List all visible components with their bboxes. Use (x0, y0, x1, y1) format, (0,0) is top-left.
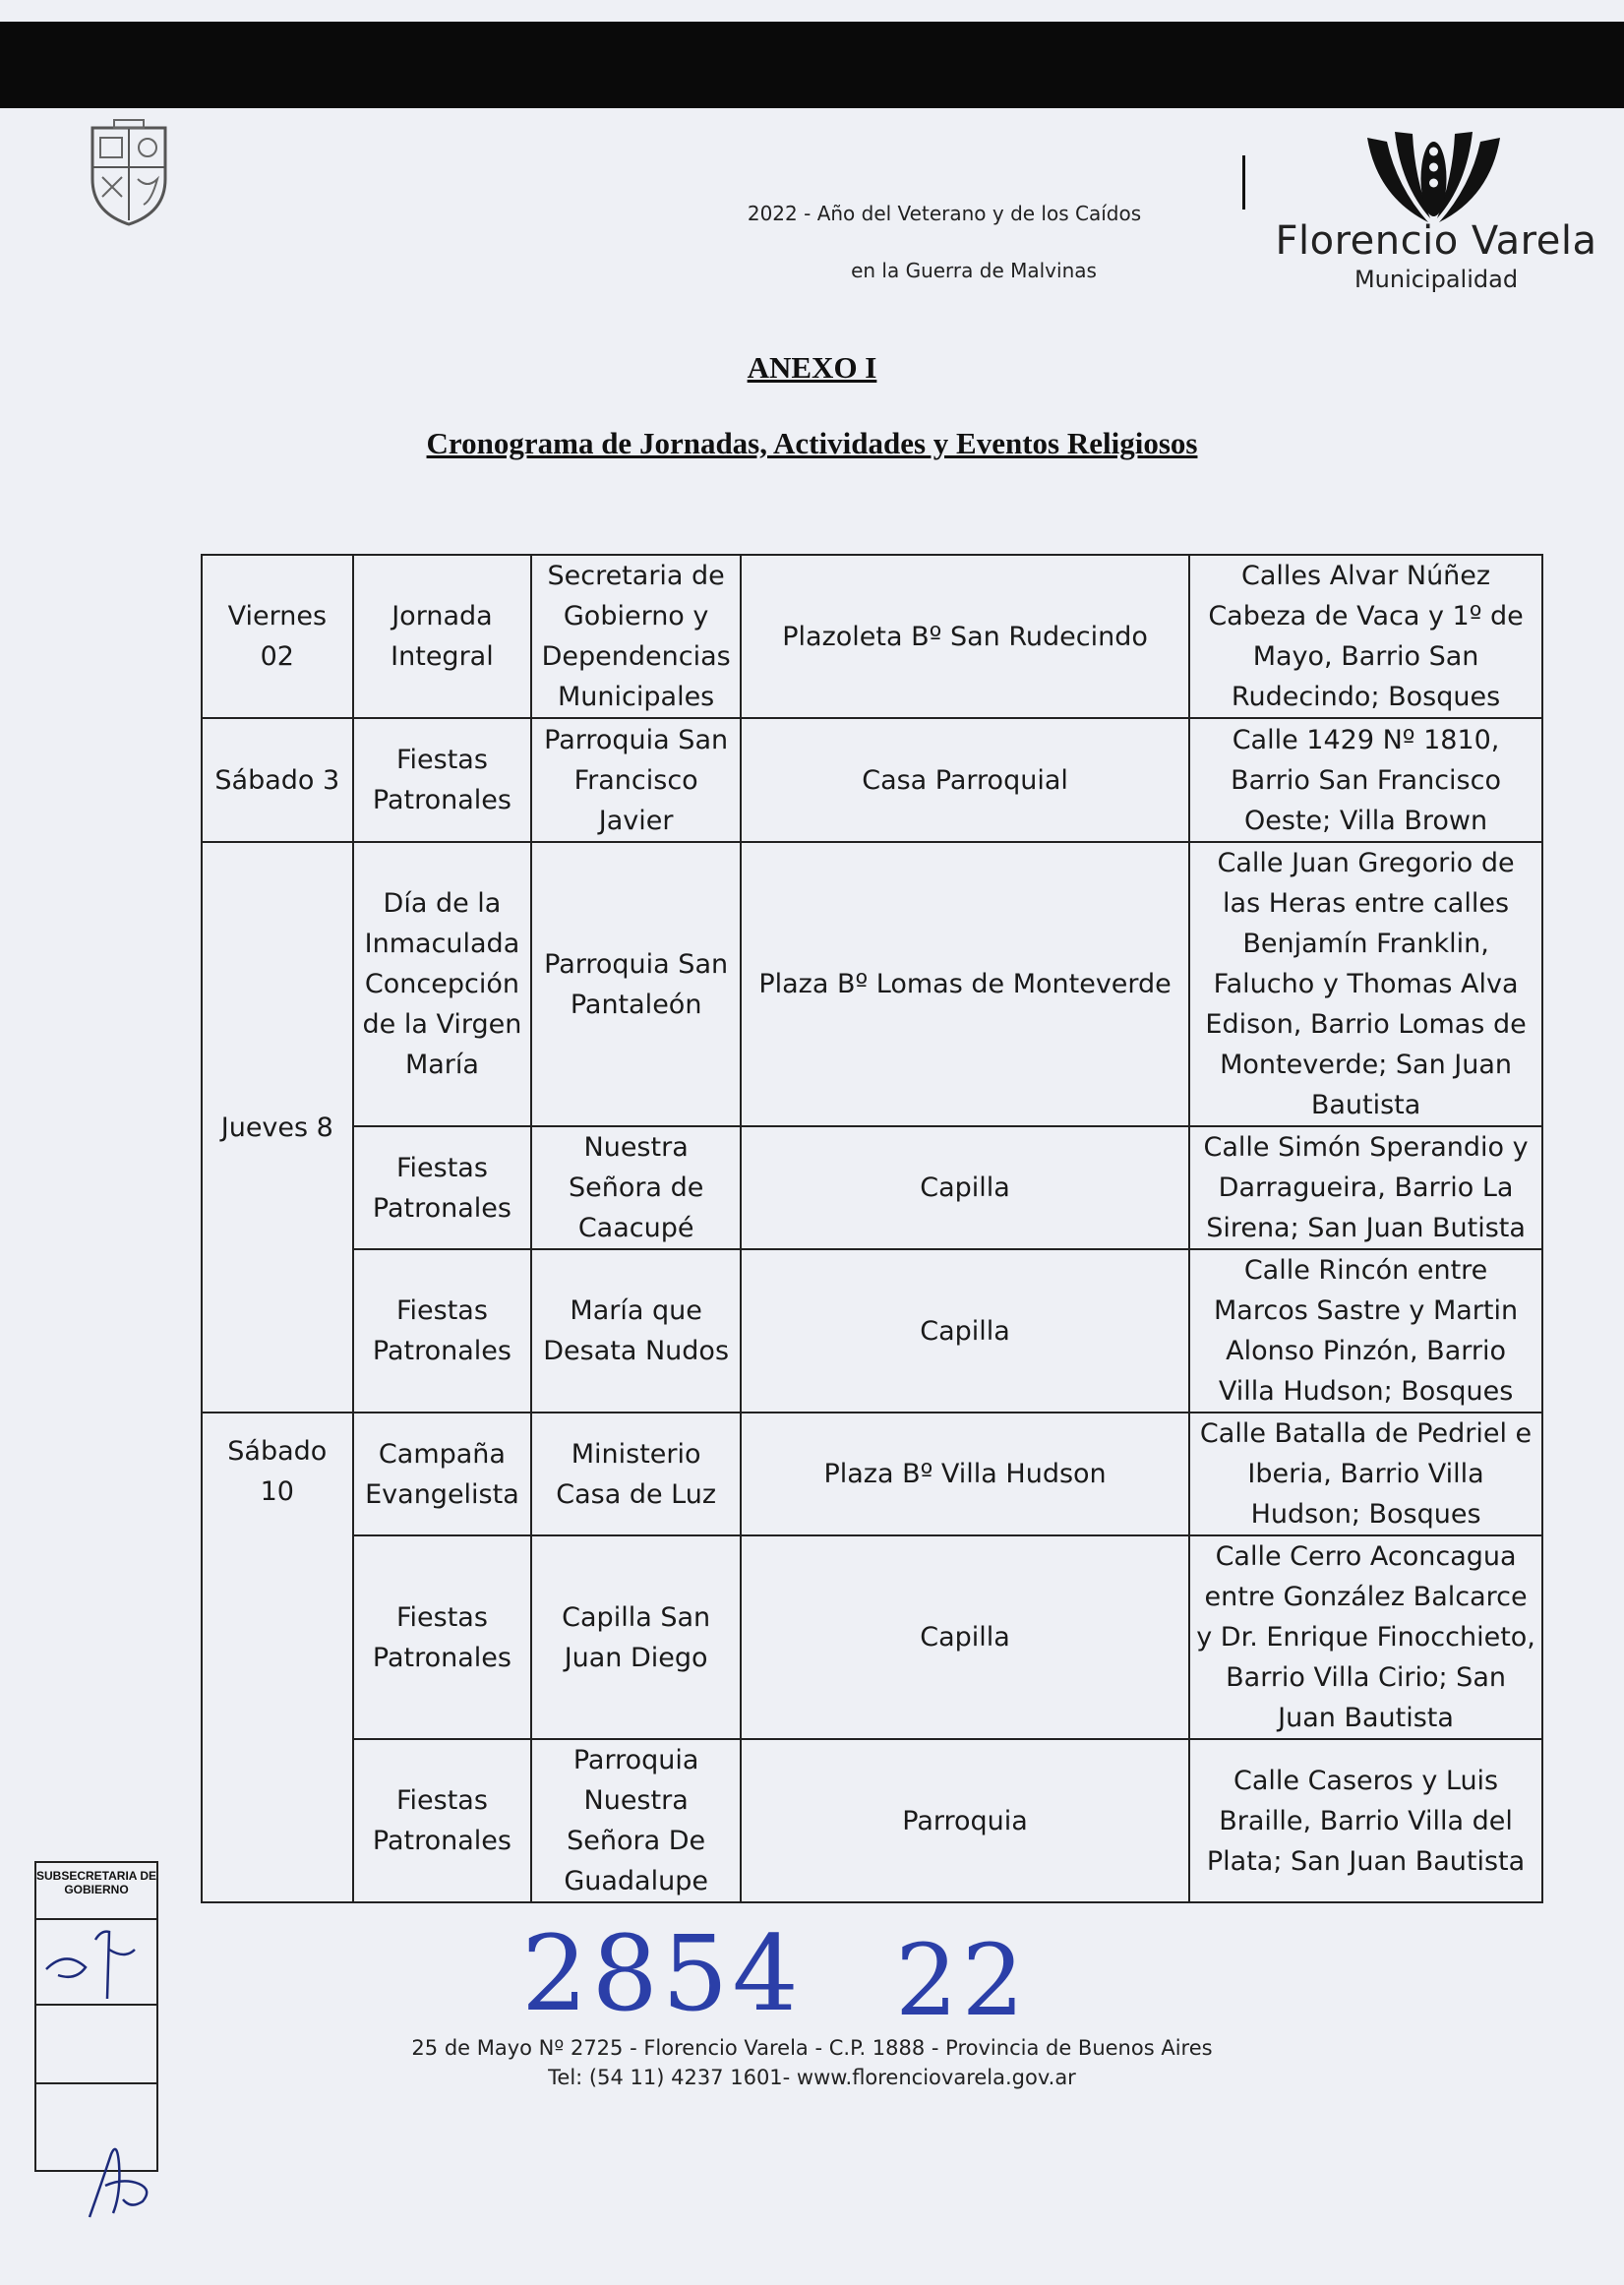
table-row (202, 718, 1542, 842)
day-cell: Viernes 02 (202, 555, 353, 718)
motto-line-2: en la Guerra de Malvinas (851, 259, 1097, 282)
activity-cell: Día de la Inmaculada Concepción de la Virgen María (353, 842, 532, 1126)
day-cell: Jueves 8 (202, 842, 353, 1413)
activity-cell: Fiestas Patronales (353, 1535, 532, 1739)
office-stamp (34, 1861, 158, 2172)
day-cell: Sábado 10 (202, 1413, 353, 1902)
place-cell: Plaza Bº Villa Hudson (741, 1413, 1189, 1535)
activity-cell: Fiestas Patronales (353, 718, 532, 842)
handwritten-initials-icon (84, 2135, 162, 2223)
table-row (202, 842, 1542, 1126)
document-subtitle: Cronograma de Jornadas, Actividades y Eventos Religiosos (426, 426, 1198, 460)
florencio-varela-logo-icon (1357, 128, 1510, 226)
day-cell: Sábado 3 (202, 718, 353, 842)
organizer-cell: Ministerio Casa de Luz (531, 1413, 741, 1535)
header-divider (1242, 155, 1245, 210)
address-cell: Calle 1429 Nº 1810, Barrio San Francisco Oeste; Villa Brown (1189, 718, 1542, 842)
place-cell: Casa Parroquial (741, 718, 1189, 842)
schedule-table (201, 554, 1543, 1903)
stamp-signature (36, 1920, 156, 2006)
place-cell: Capilla (741, 1249, 1189, 1413)
organizer-cell: Parroquia San Pantaleón (531, 842, 741, 1126)
place-cell: Capilla (741, 1126, 1189, 1249)
table-row (202, 1249, 1542, 1413)
organizer-cell: Capilla San Juan Diego (531, 1535, 741, 1739)
place-cell: Plazoleta Bº San Rudecindo (741, 555, 1189, 718)
address-cell: Calle Simón Sperandio y Darragueira, Barrio La Sirena; San Juan Butista (1189, 1126, 1542, 1249)
activity-cell: Campaña Evangelista (353, 1413, 532, 1535)
table-row (202, 1535, 1542, 1739)
address-cell: Calle Juan Gregorio de las Heras entre calles Benjamín Franklin, Falucho y Thomas Alva Edison, Barrio Lomas de Monteverde; San Juan Bautista (1189, 842, 1542, 1126)
place-cell: Parroquia (741, 1739, 1189, 1902)
stamp-label: SUBSECRETARIA DE GOBIERNO (36, 1863, 156, 1920)
organizer-cell: Parroquia Nuestra Señora De Guadalupe (531, 1739, 741, 1902)
address-cell: Calles Alvar Núñez Cabeza de Vaca y 1º de Mayo, Barrio San Rudecindo; Bosques (1189, 555, 1542, 718)
table-row (202, 555, 1542, 718)
activity-cell: Jornada Integral (353, 555, 532, 718)
municipal-crest-icon (87, 118, 171, 228)
brand-subtitle: Municipalidad (1353, 266, 1519, 293)
organizer-cell: María que Desata Nudos (531, 1249, 741, 1413)
organizer-cell: Parroquia San Francisco Javier (531, 718, 741, 842)
footer-contact: Tel: (54 11) 4237 1601- www.florenciovarela.gov.ar (548, 2066, 1076, 2089)
address-cell: Calle Batalla de Pedriel e Iberia, Barrio Villa Hudson; Bosques (1189, 1413, 1542, 1535)
footer-address: 25 de Mayo Nº 2725 - Florencio Varela - C.P. 1888 - Provincia de Buenos Aires (411, 2036, 1213, 2060)
table-row (202, 1413, 1542, 1535)
brand-name: Florencio Varela (1275, 218, 1597, 264)
address-cell: Calle Caseros y Luis Braille, Barrio Villa del Plata; San Juan Bautista (1189, 1739, 1542, 1902)
place-cell: Capilla (741, 1535, 1189, 1739)
address-cell: Calle Cerro Aconcagua entre González Balcarce y Dr. Enrique Finocchieto, Barrio Villa Cirio; San Juan Bautista (1189, 1535, 1542, 1739)
organizer-cell: Nuestra Señora de Caacupé (531, 1126, 741, 1249)
document-title: ANEXO I (747, 350, 877, 385)
activity-cell: Fiestas Patronales (353, 1126, 532, 1249)
activity-cell: Fiestas Patronales (353, 1739, 532, 1902)
document-year: 22 (895, 1923, 1029, 2038)
motto-line-1: 2022 - Año del Veterano y de los Caídos (747, 202, 1142, 225)
table-row (202, 1126, 1542, 1249)
redaction-bar (0, 22, 1624, 108)
document-number: 2854 (521, 1913, 803, 2034)
address-cell: Calle Rincón entre Marcos Sastre y Martin Alonso Pinzón, Barrio Villa Hudson; Bosques (1189, 1249, 1542, 1413)
signature-icon (36, 1920, 152, 2004)
activity-cell: Fiestas Patronales (353, 1249, 532, 1413)
table-row (202, 1739, 1542, 1902)
organizer-cell: Secretaria de Gobierno y Dependencias Municipales (531, 555, 741, 718)
place-cell: Plaza Bº Lomas de Monteverde (741, 842, 1189, 1126)
